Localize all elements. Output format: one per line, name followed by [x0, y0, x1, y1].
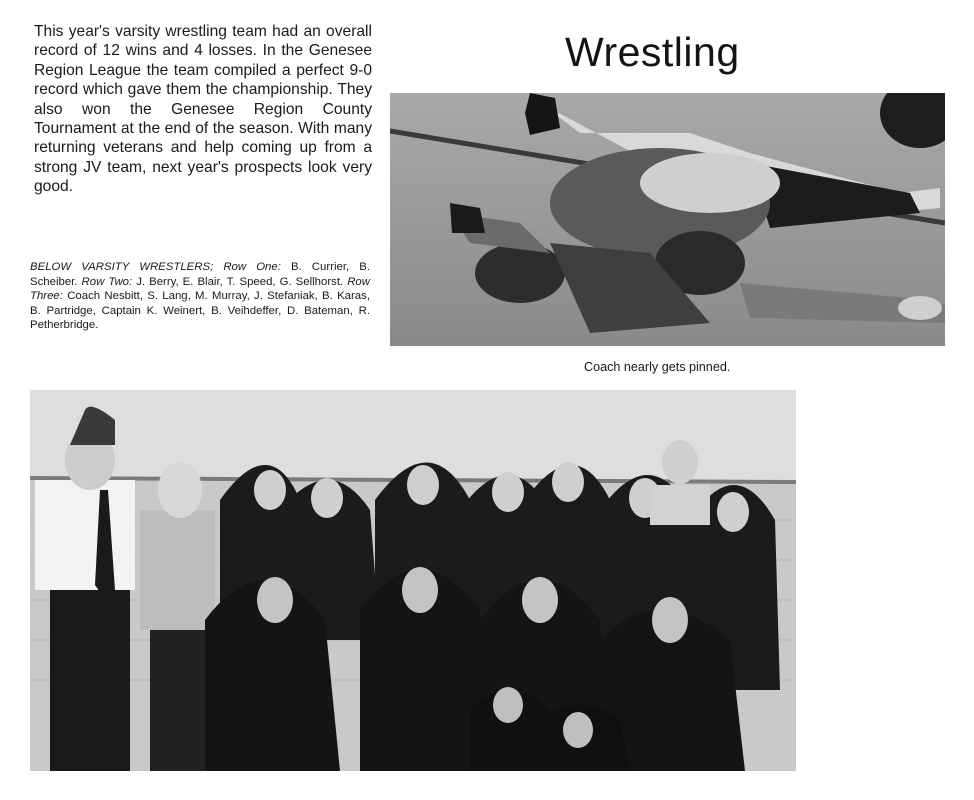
row-two-label: Row Two:	[81, 275, 133, 288]
team-caption	[30, 260, 370, 333]
row-three-label: Row Three:	[30, 275, 370, 303]
row-three-names: Coach Nesbitt, S. Lang, M. Murray, J. Stefaniak, B. Karas, B. Partridge, Captain K. Weinert, B. Veihdeffer, D. Bateman, R. Petherbridge.	[30, 290, 370, 332]
intro-paragraph: This year's varsity wrestling team had an overall record of 12 wins and 4 losses. In the Genesee Region League the team compiled a perfect 9-0 record which gave them the championship. They also won the Genesee Region County Tournament at the end of the season. With many returning veterans and help coming up from a strong JV team, next year's prospects look very good.	[34, 23, 372, 196]
page-title: Wrestling	[565, 29, 740, 75]
team-caption-heading: BELOW VARSITY WRESTLERS;	[30, 261, 214, 273]
team-photo	[30, 390, 796, 771]
photo-caption: Coach nearly gets pinned.	[584, 360, 731, 374]
row-one-label: Row One:	[223, 261, 281, 273]
wrestling-match-photo	[390, 93, 945, 346]
row-two-names: J. Berry, E. Blair, T. Speed, G. Sellhorst.	[136, 275, 344, 288]
row-one-names: B. Currier, B. Scheiber.	[30, 261, 370, 288]
